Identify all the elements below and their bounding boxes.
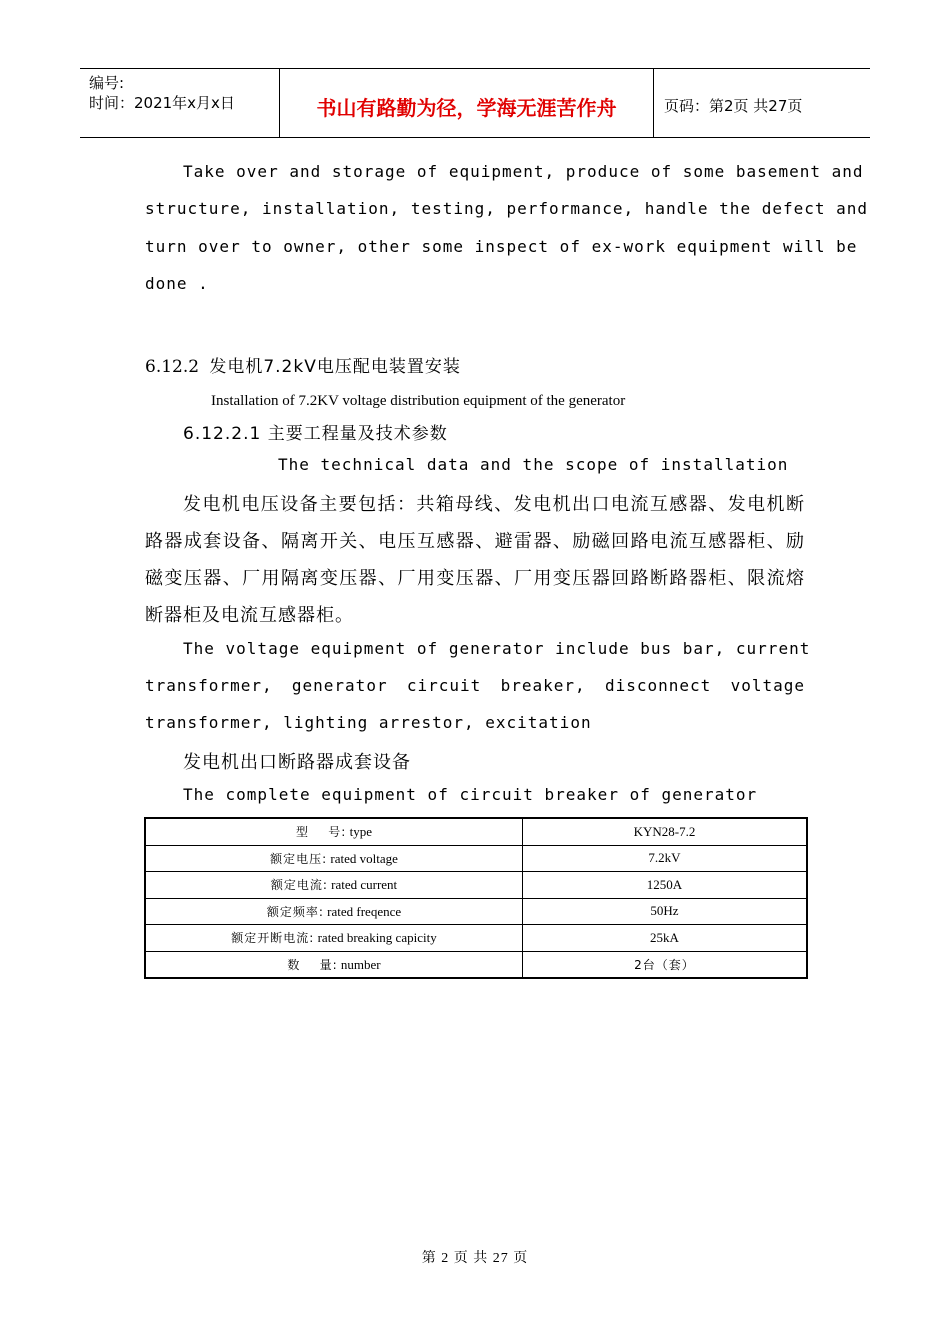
section-title-en: Installation of 7.2KV voltage distribution equipment of the generator bbox=[211, 393, 626, 409]
spec-label: 额定频率: rated freqence bbox=[145, 898, 523, 925]
subsection-heading-en: The technical data and the scope of installation bbox=[278, 455, 789, 474]
subsection-heading: 6.12.2.1 主要工程量及技术参数 bbox=[183, 424, 448, 444]
intro-line: structure, installation, testing, performance, handle the defect and bbox=[145, 199, 869, 218]
intro-line: done . bbox=[145, 274, 209, 293]
body-cn-line: 断器柜及电流互感器柜。 bbox=[145, 605, 354, 626]
breaker-heading-en: The complete equipment of circuit breaker of generator bbox=[183, 785, 758, 804]
table-row bbox=[145, 845, 807, 872]
body-cn-line: 路器成套设备、隔离开关、电压互感器、避雷器、励磁回路电流互感器柜、励 bbox=[145, 531, 805, 552]
page-header bbox=[80, 68, 870, 138]
spec-value: 25kA bbox=[523, 925, 808, 952]
body-en-line: transformer, generator circuit breaker, disconnect voltage bbox=[145, 676, 805, 695]
spec-label: 额定电压: rated voltage bbox=[145, 845, 523, 872]
section-heading bbox=[145, 352, 461, 377]
spec-label: 额定开断电流: rated breaking capicity bbox=[145, 925, 523, 952]
header-page-number: 页码：第2页 共27页 bbox=[664, 96, 803, 115]
intro-line: turn over to owner, other some inspect of ex-work equipment will be bbox=[145, 237, 858, 256]
spec-value: 7.2kV bbox=[523, 845, 808, 872]
spec-value: 1250A bbox=[523, 872, 808, 899]
section-title-cn: 发电机7.2kV电压配电装置安装 bbox=[209, 357, 461, 377]
table-row bbox=[145, 818, 807, 845]
table-row bbox=[145, 925, 807, 952]
doc-number-label: 编号: bbox=[89, 74, 125, 92]
spec-value: KYN28-7.2 bbox=[523, 818, 808, 845]
breaker-heading-cn: 发电机出口断路器成套设备 bbox=[183, 752, 411, 773]
table-row bbox=[145, 872, 807, 899]
section-number: 6.12.2 bbox=[145, 357, 200, 377]
spec-label: 额定电流: rated current bbox=[145, 872, 523, 899]
spec-label: 型 号: type bbox=[145, 818, 523, 845]
table-row bbox=[145, 951, 807, 978]
doc-date-label: 时间：2021年x月x日 bbox=[89, 94, 235, 112]
spec-label: 数 量: number bbox=[145, 951, 523, 978]
intro-line: Take over and storage of equipment, produce of some basement and bbox=[183, 162, 864, 181]
header-meta bbox=[80, 69, 280, 137]
spec-value: 2台（套） bbox=[523, 951, 808, 978]
spec-value: 50Hz bbox=[523, 898, 808, 925]
page-footer: 第 2 页 共 27 页 bbox=[421, 1251, 529, 1266]
spec-table bbox=[144, 817, 808, 979]
body-cn-line: 磁变压器、厂用隔离变压器、厂用变压器、厂用变压器回路断路器柜、限流熔 bbox=[145, 568, 805, 589]
body-en-line: The voltage equipment of generator include bus bar, current bbox=[183, 639, 811, 658]
body-cn-line: 发电机电压设备主要包括：共箱母线、发电机出口电流互感器、发电机断 bbox=[183, 494, 805, 515]
body-en-line: transformer, lighting arrestor, excitation bbox=[145, 713, 592, 732]
header-motto: 书山有路勤为径，学海无涯苦作舟 bbox=[280, 69, 654, 137]
table-row bbox=[145, 898, 807, 925]
